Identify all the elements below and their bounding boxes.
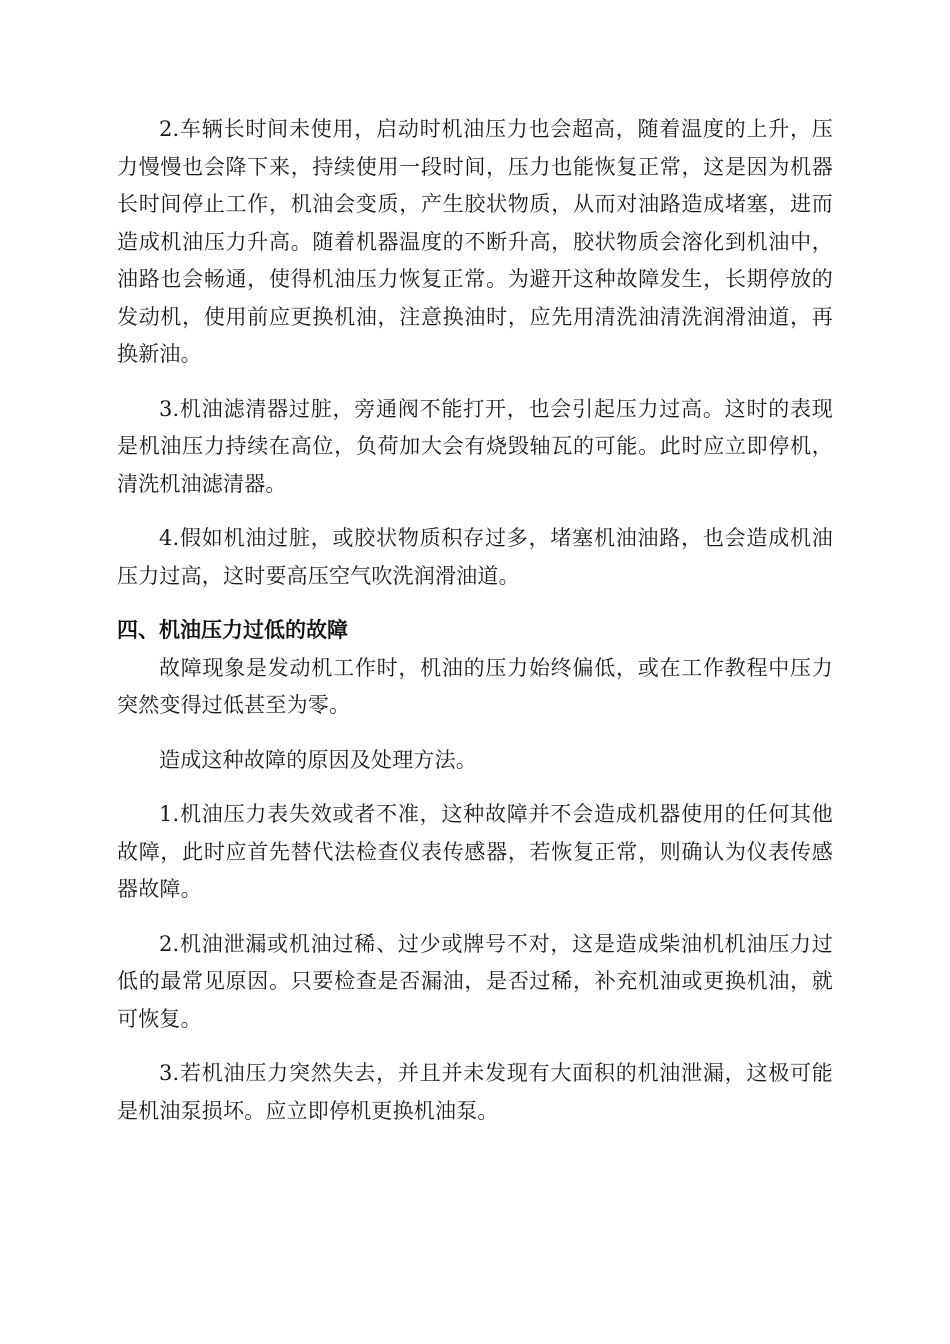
paragraph-pump-failure: 3.若机油压力突然失去，并且并未发现有大面积的机油泄漏，这极可能是机油泵损坏。应立即停机更换机油泵。 [117,1061,833,1123]
paragraph-low-pressure-symptom: 故障现象是发动机工作时，机油的压力始终偏低，或在工作教程中压力突然变得过低甚至为零。 [117,655,833,717]
document-page [117,111,833,1130]
paragraph-causes-intro: 造成这种故障的原因及处理方法。 [159,747,477,772]
paragraph-oil-leak-thin: 2.机油泄漏或机油过稀、过少或牌号不对，这是造成柴油机机油压力过低的最常见原因。只要检查是否漏油，是否过稀，补充机油或更换机油，就可恢复。 [117,931,833,1031]
paragraph-cold-start-high-pressure: 2.车辆长时间未使用，启动时机油压力也会超高，随着温度的上升，压力慢慢也会降下来，持续使用一段时间，压力也能恢复正常，这是因为机器长时间停止工作，机油会变质，产生胶状物质，从而对油路造成堵塞，进而造成机油压力升高。随着机器温度的不断升高，胶状物质会溶化到机油中，油路也会畅通，使得机油压力恢复正常。为避开这种故障发生，长期停放的发动机，使用前应更换机油，注意换油时，应先用清洗油清洗润滑油道，再换新油。 [117,117,833,366]
section-heading-low-pressure: 四、机油压力过低的故障 [117,618,348,642]
paragraph-dirty-filter: 3.机油滤清器过脏，旁通阀不能打开，也会引起压力过高。这时的表现是机油压力持续在高位，负荷加大会有烧毁轴瓦的可能。此时应立即停机，清洗机油滤清器。 [117,396,833,496]
paragraph-dirty-oil: 4.假如机油过脏，或胶状物质积存过多，堵塞机油油路，也会造成机油压力过高，这时要高压空气吹洗润滑油道。 [117,526,833,588]
paragraph-gauge-failure: 1.机油压力表失效或者不准，这种故障并不会造成机器使用的任何其他故障，此时应首先替代法检查仪表传感器，若恢复正常，则确认为仪表传感器故障。 [117,802,833,901]
